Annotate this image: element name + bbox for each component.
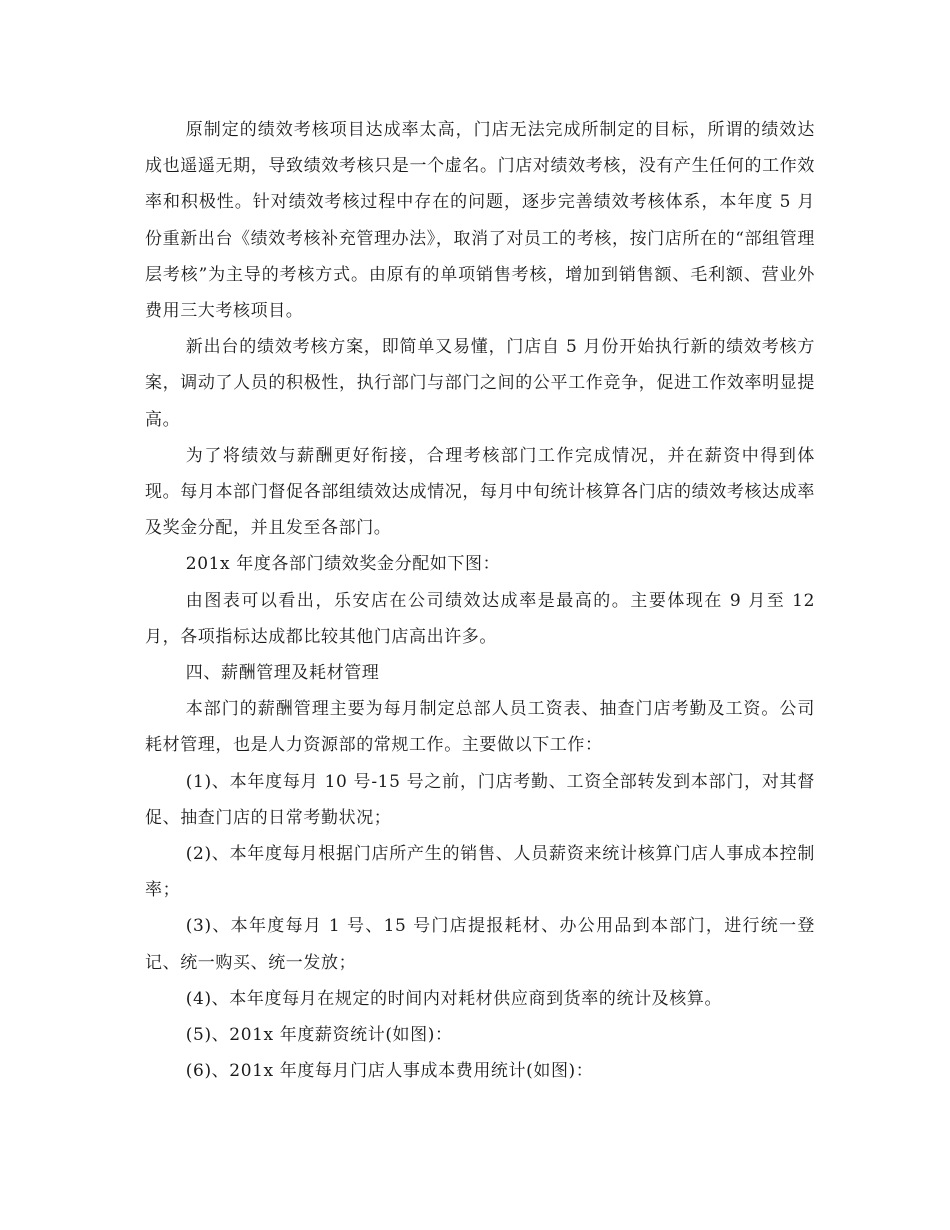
paragraph-chart-analysis: 由图表可以看出，乐安店在公司绩效达成率是最高的。主要体现在 9 月至 12 月，各项指标达成都比较其他门店高出许多。 bbox=[145, 590, 815, 647]
list-item-personnel-cost-statistics: (6)、201x 年度每月门店人事成本费用统计(如图)： bbox=[185, 1061, 594, 1082]
section-heading-salary-consumables: 四、薪酬管理及耗材管理 bbox=[185, 663, 380, 684]
list-item-attendance: (1)、本年度每月 10 号-15 号之前，门店考勤、工资全部转发到本部门，对其督促、抽查门店的日常考勤状况； bbox=[145, 771, 815, 828]
list-item-consumables-registration: (3)、本年度每月 1 号、15 号门店提报耗材、办公用品到本部门，进行统一登记、统一购买、统一发放； bbox=[145, 916, 815, 973]
paragraph-performance-pay-link: 为了将绩效与薪酬更好衔接，合理考核部门工作完成情况，并在薪资中得到体现。每月本部门督促各部组绩效达成情况，每月中旬统计核算各门店的绩效考核达成率及奖金分配，并且发至各部门。 bbox=[145, 445, 815, 539]
list-item-salary-statistics: (5)、201x 年度薪资统计(如图)： bbox=[185, 1025, 453, 1046]
paragraph-new-assessment-plan: 新出台的绩效考核方案，即简单又易懂，门店自 5 月份开始执行新的绩效考核方案，调动了人员的积极性，执行部门与部门之间的公平工作竞争，促进工作效率明显提高。 bbox=[145, 337, 815, 430]
list-item-cost-control: (2)、本年度每月根据门店所产生的销售、人员薪资来统计核算门店人事成本控制率； bbox=[145, 844, 815, 901]
paragraph-performance-review-issues: 原制定的绩效考核项目达成率太高，门店无法完成所制定的目标，所谓的绩效达成也遥遥无期，导致绩效考核只是一个虚名。门店对绩效考核，没有产生任何的工作效率和积极性。针对绩效考核过程中存在的问题，逐步完善绩效考核体系，本年度 5 月份重新出台《绩效考核补充管理办法》，取消了对员工的考核，按门店所在的“部组管理层考核”为主导的考核方式。由原有的单项销售考核，增加到销售额、毛利额、营业外费用三大考核项目。 bbox=[145, 120, 815, 322]
list-item-supplier-delivery: (4)、本年度每月在规定的时间内对耗材供应商到货率的统计及核算。 bbox=[185, 988, 723, 1009]
document-body bbox=[145, 112, 815, 1089]
paragraph-salary-management: 本部门的薪酬管理主要为每月制定总部人员工资表、抽查门店考勤及工资。公司耗材管理，也是人力资源部的常规工作。主要做以下工作： bbox=[145, 699, 815, 756]
paragraph-bonus-distribution-intro: 201x 年度各部门绩效奖金分配如下图： bbox=[185, 554, 501, 575]
